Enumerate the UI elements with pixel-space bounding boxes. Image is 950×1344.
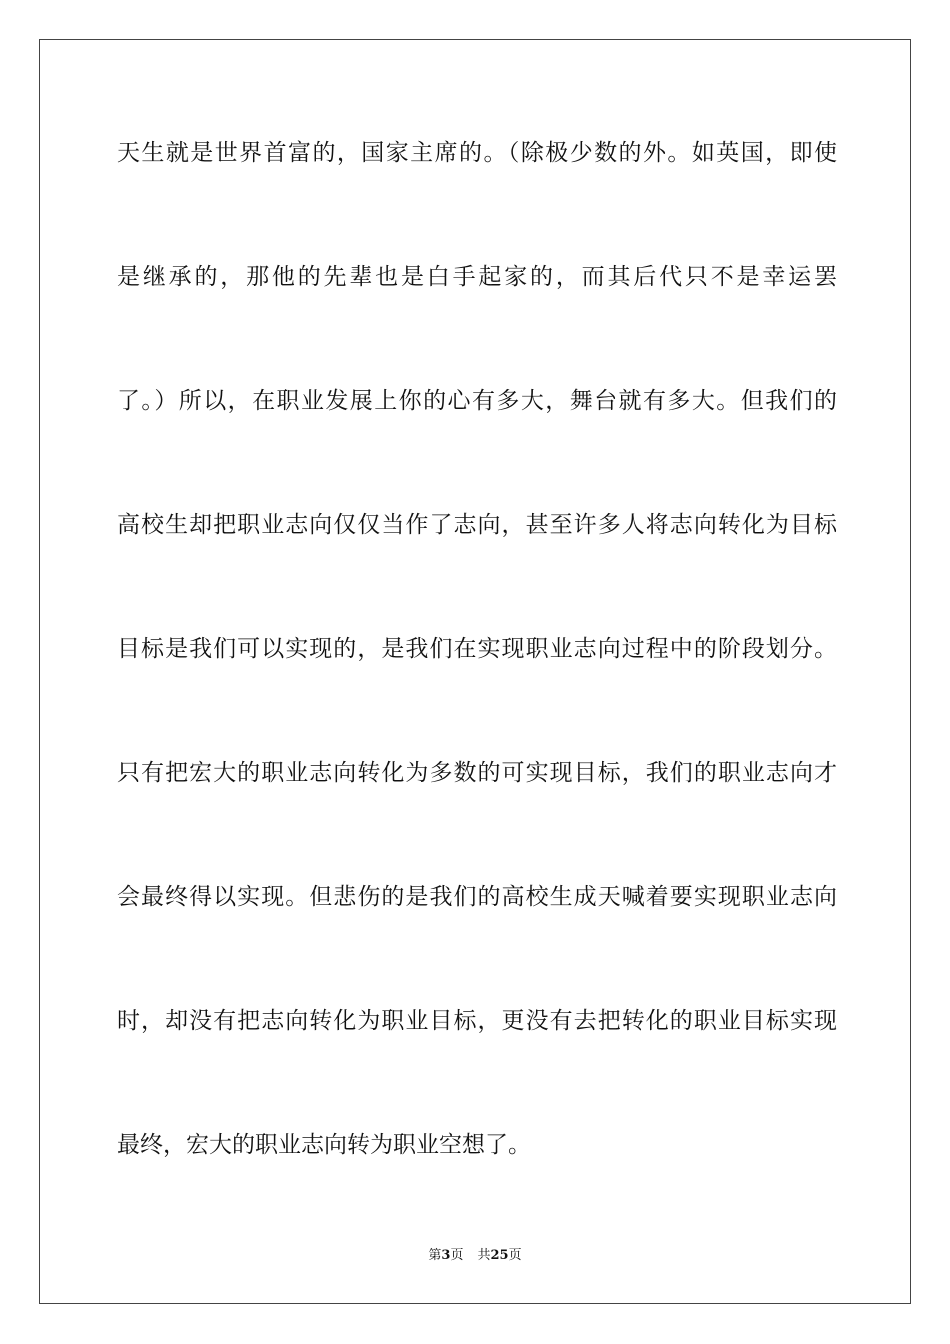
body-text-line: 高校生却把职业志向仅仅当作了志向，甚至许多人将志向转化为目标 [117, 512, 837, 538]
body-text-line: 目标是我们可以实现的，是我们在实现职业志向过程中的阶段划分。 [117, 636, 837, 662]
page-total-number: 25 [490, 1248, 509, 1263]
page-border [39, 39, 911, 1304]
page-prefix: 第 [428, 1248, 442, 1263]
total-prefix: 共 [477, 1248, 491, 1263]
body-text-line: 了。）所以，在职业发展上你的心有多大，舞台就有多大。但我们的 [117, 388, 837, 414]
page-footer [0, 1244, 950, 1263]
total-suffix: 页 [508, 1248, 522, 1263]
body-text-line: 最终，宏大的职业志向转为职业空想了。 [117, 1132, 531, 1158]
page-suffix: 页 [450, 1248, 464, 1263]
body-text-line: 只有把宏大的职业志向转化为多数的可实现目标，我们的职业志向才 [117, 760, 837, 786]
body-text-line: 会最终得以实现。但悲伤的是我们的高校生成天喊着要实现职业志向 [117, 884, 837, 910]
body-text-line: 时，却没有把志向转化为职业目标，更没有去把转化的职业目标实现 [117, 1008, 837, 1034]
page-current-number: 3 [441, 1248, 451, 1263]
body-text-line: 天生就是世界首富的，国家主席的。（除极少数的外。如英国，即使 [117, 140, 837, 166]
body-text-line: 是继承的，那他的先辈也是白手起家的，而其后代只不是幸运罢 [117, 264, 837, 290]
